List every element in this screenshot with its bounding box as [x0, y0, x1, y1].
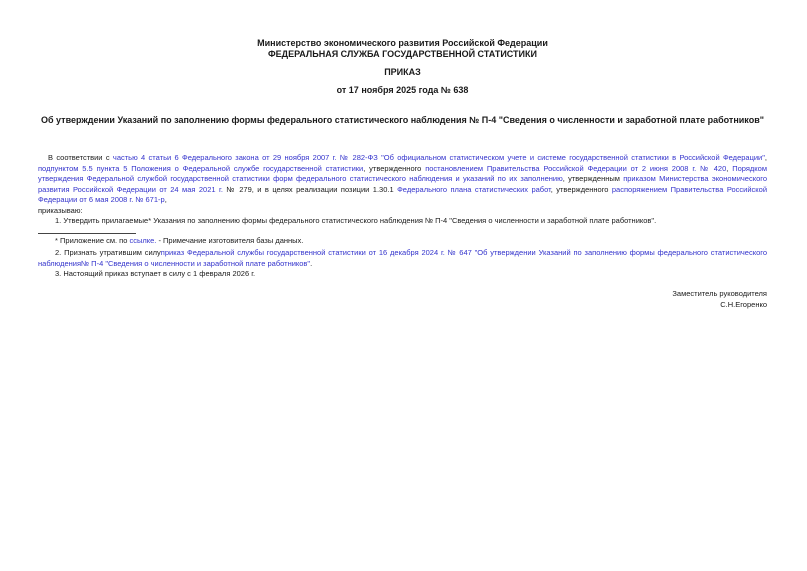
text-segment: ,	[164, 195, 167, 204]
text-segment: , утвержденным	[562, 174, 624, 183]
text-segment: ,	[726, 163, 733, 173]
ministry-name: Министерство экономического развития Российской Федерации	[257, 38, 548, 48]
doc-link[interactable]: приказ Федеральной службы государственной статистики от 16 декабря 2024 г. № 647 "Об утверждении Указаний по заполнению формы федерального статистического наблюдения№ П-4 "Сведения о численности и заработной плате работников"	[38, 248, 767, 268]
document-body	[38, 38, 767, 310]
text-segment: - Примечание изготовителя базы данных.	[156, 235, 304, 245]
doc-link[interactable]: Порядком утверждения Федеральной службой государственной статистики форм федерального статистического наблюдения и указаний по их заполнению	[38, 163, 767, 183]
agency-name: ФЕДЕРАЛЬНАЯ СЛУЖБА ГОСУДАРСТВЕННОЙ СТАТИСТИКИ	[268, 49, 537, 59]
text-segment: 1. Утвердить прилагаемые* Указания по заполнению формы федерального статистического наблюдения № П-4 "Сведения о численности и заработной плате работников".	[55, 216, 657, 225]
order-item-1	[38, 216, 767, 227]
footnote-separator	[38, 233, 136, 234]
signature-block	[38, 288, 767, 310]
text-segment: 3. Настоящий приказ вступает в силу с 1 февраля 2026 г.	[55, 269, 256, 278]
text-segment: .	[310, 258, 313, 268]
order-item-2	[38, 248, 767, 269]
doc-type-label: ПРИКАЗ	[384, 67, 421, 77]
signer-position: Заместитель руководителя	[672, 288, 767, 298]
text-segment: , утвержденного	[363, 163, 426, 173]
order-item-3	[38, 269, 767, 280]
doc-link[interactable]: постановлением Правительства Российской Федерации от 2 июня 2008 г. № 420	[425, 163, 727, 173]
doc-link[interactable]: распоряжением Правительства Российской Федерации от 6 мая 2008 г. № 671-р	[38, 184, 768, 204]
document-title: Об утверждении Указаний по заполнению формы федерального статистического наблюдения № П-4 "Сведения о численности и заработной плате работников"	[40, 115, 764, 125]
doc-link[interactable]: ссылке.	[129, 235, 157, 245]
footnote	[38, 236, 767, 247]
text-segment: 2. Признать утратившим силу	[55, 248, 161, 257]
doc-link[interactable]: подпунктом 5.5 пункта 5 Положения о Федеральной службе государственной статистики	[38, 163, 364, 173]
intro-closing: приказываю:	[38, 205, 83, 215]
doc-link[interactable]: частью 4 статьи 6 Федерального закона от 29 ноября 2007 г. № 282-ФЗ "Об официальном статистическом учете и системе государственной статистики в Российской Федерации"	[112, 153, 765, 162]
text-segment: В соответствии с	[48, 153, 113, 162]
text-segment: ,	[764, 153, 768, 162]
document-header	[38, 38, 767, 96]
doc-link[interactable]: приказом Министерства экономического развития Российской Федерации от 24 мая 2021 г.	[38, 174, 767, 194]
text-segment: * Приложение см. по	[55, 235, 130, 245]
intro-paragraph	[38, 153, 767, 206]
doc-date: от 17 ноября 2025 года № 638	[336, 85, 469, 95]
signer-name: С.Н.Егоренко	[720, 299, 767, 309]
text-segment: № 279, и в целях реализации позиции 1.30.1	[222, 184, 398, 194]
doc-link[interactable]: Федерального плана статистических работ	[397, 184, 551, 194]
text-segment: , утвержденного	[550, 184, 612, 194]
